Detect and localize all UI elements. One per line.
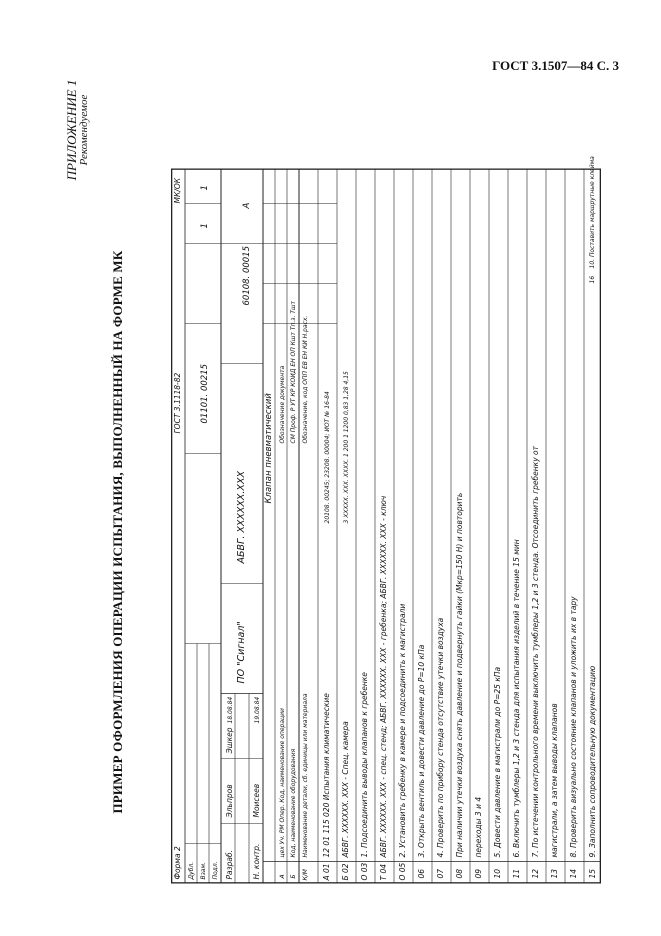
appendix-title: ПРИЛОЖЕНИЕ 1 [64,79,79,181]
route-card [171,155,601,883]
row-text: 4. Проверить по прибору стенда отсутствие утечки воздуха [436,617,445,857]
row-number: 12 [531,868,540,878]
header-row-code: А [279,873,286,878]
row-number: Б 02 [341,862,350,880]
side-label-vzam: Взам. [200,861,207,879]
route-card-form [171,155,601,883]
row-text: 12 01 115 020 Испытания климатические [322,692,331,857]
row-text: 5. Довести давление в магистрали до Р=25 кПа [493,666,502,857]
page-header: ГОСТ 3.1507—84 С. 3 [492,58,619,73]
side-label-dubl: Дубл. [188,861,195,879]
row-text: 8. Проверить визуально состояние клапанов и уложить их в тару [569,595,578,857]
approval-label: Эшкер [225,726,234,753]
row-number: 08 [455,868,464,878]
role-developer: Разраб. [225,849,234,879]
row-text: 3. Открыть вентиль и довести давление до Р=10 кПа [417,644,426,857]
row-text: 1. Подсоединить выводы клапанов к гребенке [360,671,369,857]
row-number: А 01 [322,862,331,880]
doc-number: 01101. 00215 [200,363,210,423]
row-text: АБВГ. ХХХХХХ. ХХХ - спец. стенд; АБВГ. ХХХХХХ. ХХХ - гребенка; АБВГ. ХХХХХХ. ХХХ - ключ [379,495,388,857]
sheet-count: 1 [200,184,210,190]
form-label: Форма 2 [173,845,182,879]
row-text: АБВГ. ХХХХХХ. ХХХ - Спец. камера [341,720,350,857]
gost-label: ГОСТ 3.1118-82 [173,372,182,433]
row-text: 2. Установить гребенку в камере и подсоединить к магистрали [398,603,407,857]
row-text: переходы 3 и 4 [474,796,483,857]
row-number: 13 [550,868,559,878]
approval-date-1: 18.08.84 [227,696,234,723]
organization: ПО "Сигнал" [236,620,247,683]
row-number: 14 [569,868,578,878]
appendix-subtitle: Рекомендуемое [78,94,90,166]
row-tail: 3 ХХХХХ. ХХХ. ХХХХ. 1 200 1 1200 0,83 1,28 4,15 [343,370,350,523]
header-row-tail: СМ Проф. Р УТ КР КОИД ЕН ОП Кшт Тп.з. Тшт [290,300,297,443]
row-text: 10. Поставить маршрутные клейма [589,155,596,268]
product-code: 60108. 00015 [242,245,252,305]
row-number: О 03 [360,862,369,880]
row-number: О 05 [398,862,407,880]
header-row-code: Б [290,873,297,878]
row-tail: 20108. 00245; 23208. 00004; ИОТ № 16-84 [324,390,331,523]
product-name: Клапан пневматический [264,392,274,503]
name-norm-control: Моисеев [252,783,261,817]
row-number: 06 [417,868,426,878]
header-row-text: Код, наименование оборудования [290,748,297,857]
row-number: 10 [493,868,502,878]
designation: АБВГ. ХХХХХХ.ХХХ [236,470,247,563]
header-row-text: цех Уч. РМ Опер. Код, наименование операции [279,707,286,857]
appendix-label [65,80,91,181]
header-row-tail: Обозначение, код ОПП ЕВ ЕН КИ Н.расх. [302,315,309,443]
row-number: 07 [436,868,445,878]
row-number: 16 [589,275,596,283]
header-row-text: Наименование детали, сб. единицы или материала [302,692,309,857]
letter-code: А [242,202,252,208]
name-developer: Эльпров [225,783,234,817]
row-number: 09 [474,868,483,878]
row-number: 15 [588,868,597,878]
row-text: 7. По истечении контрольного времени выключить тумблеры 1,2 и 3 стенда. Отсоединить гребенку от [531,445,540,857]
header-row-tail: Обозначение документа [279,365,286,443]
form-footer: МК/ОК [173,177,182,203]
page-title: ПРИМЕР ОФОРМЛЕНИЯ ОПЕРАЦИИ ИСПЫТАНИЯ, ВЫПОЛНЕННЫЙ НА ФОРМЕ МК [110,250,125,814]
sheet-number: 1 [200,222,210,228]
row-number: 11 [512,868,521,878]
role-norm-control: Н. контр. [252,843,261,879]
row-text: 6. Включить тумблеры 1,2 и 3 стенда для испытания изделий в течение 15 мин [512,538,521,857]
approval-date-2: 19.08.84 [254,696,261,723]
row-text: При наличии утечки воздуха снять давление и подвернуть гайки (Мкр=150 Н) и повторить [455,492,464,857]
row-text: 9. Заполнить сопроводительную документацию [588,665,597,857]
row-number: Т 04 [379,863,388,880]
header-row-code: К/М [302,868,309,880]
side-label-podl: Подл. [212,860,219,879]
row-text: магистрали, а затем выводы клапанов [550,702,559,857]
